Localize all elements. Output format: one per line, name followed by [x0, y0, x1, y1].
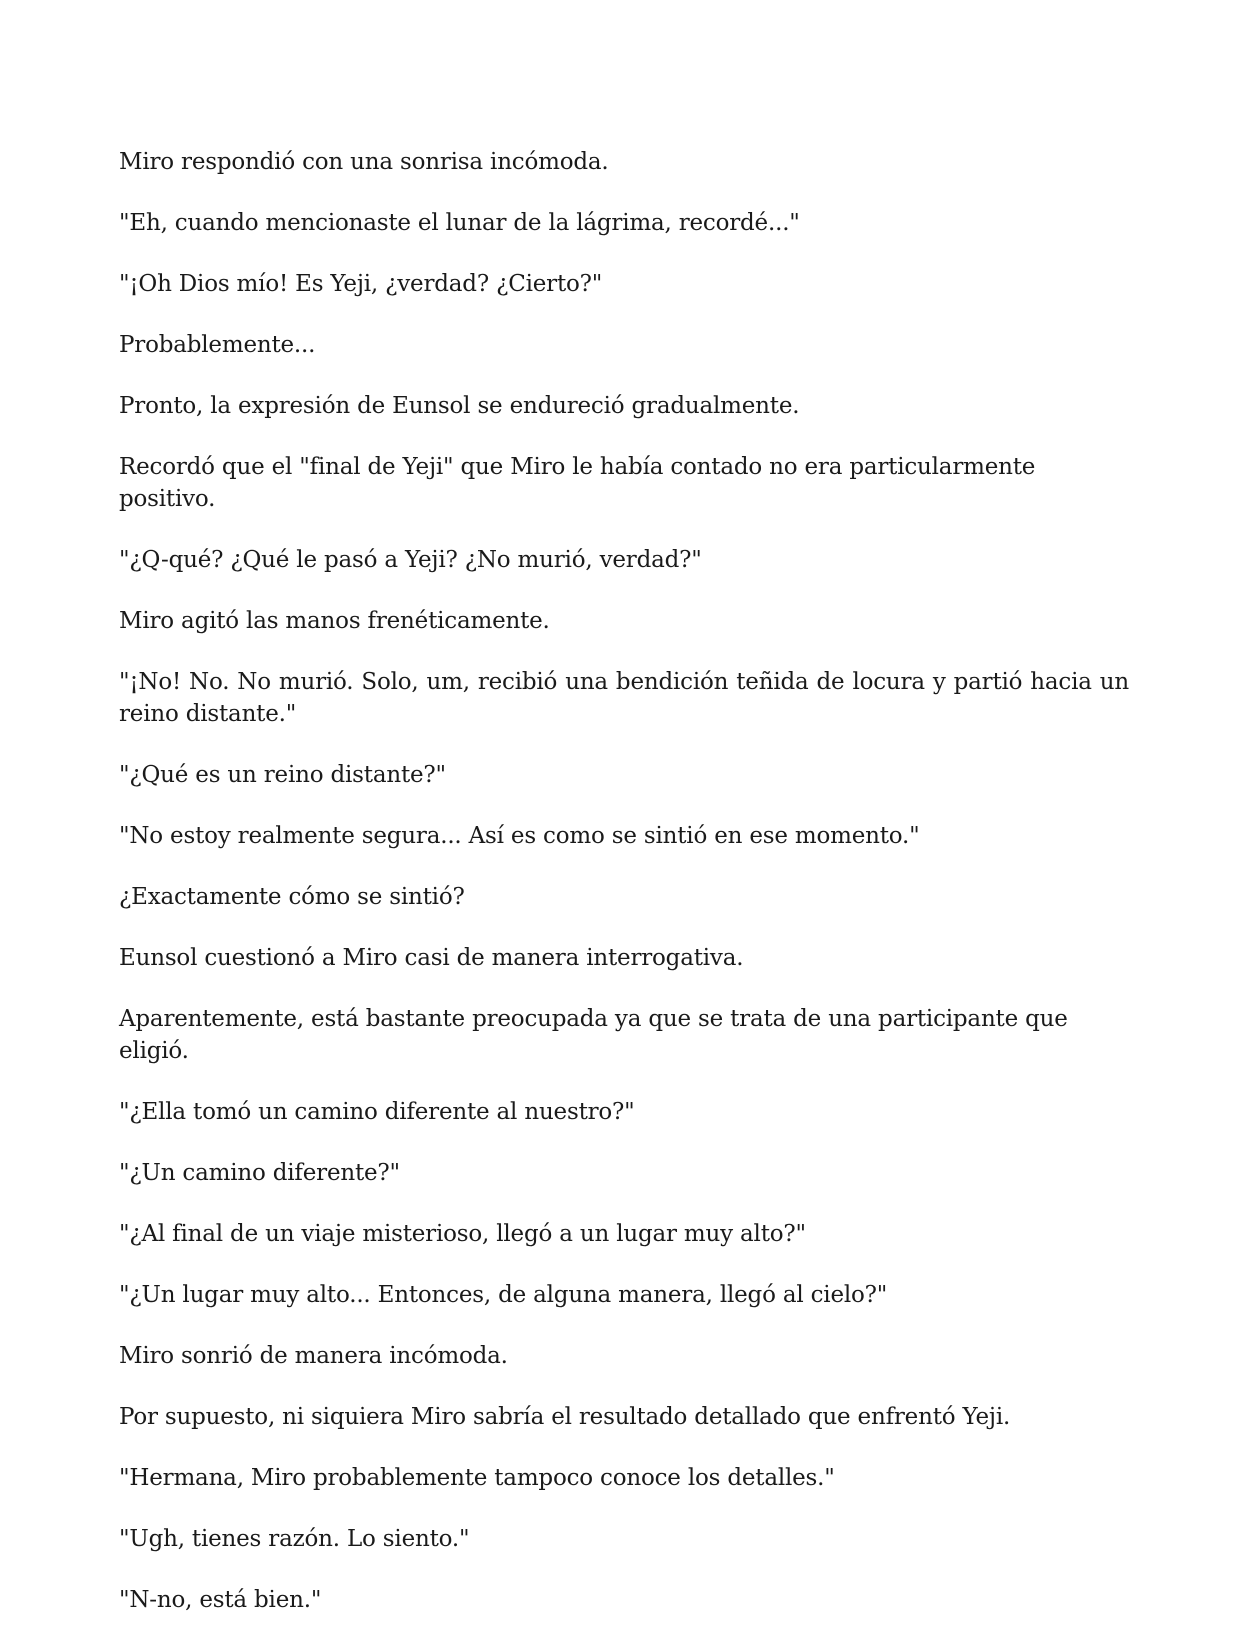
paragraph: "¿Un lugar muy alto... Entonces, de alguna manera, llegó al cielo?" [119, 1282, 888, 1308]
paragraph: "¿Qué es un reino distante?" [119, 762, 446, 788]
paragraph: Miro agitó las manos frenéticamente. [119, 608, 550, 634]
paragraph: "¿Un camino diferente?" [119, 1160, 400, 1186]
paragraph: Probablemente... [119, 332, 316, 358]
paragraph: "Hermana, Miro probablemente tampoco conoce los detalles." [119, 1465, 835, 1491]
paragraph: "¡No! No. No murió. Solo, um, recibió una bendición teñida de locura y partió hacia un reino distante." [119, 669, 1129, 727]
paragraph: Por supuesto, ni siquiera Miro sabría el resultado detallado que enfrentó Yeji. [119, 1404, 1011, 1430]
paragraph: "Ugh, tienes razón. Lo siento." [119, 1526, 470, 1552]
paragraph: Miro respondió con una sonrisa incómoda. [119, 149, 609, 175]
paragraph: "Eh, cuando mencionaste el lunar de la lágrima, recordé..." [119, 210, 800, 236]
text-body [119, 146, 1129, 1645]
paragraph: "No estoy realmente segura... Así es como se sintió en ese momento." [119, 823, 920, 849]
paragraph: Eunsol cuestionó a Miro casi de manera interrogativa. [119, 945, 744, 971]
paragraph: "¿Al final de un viaje misterioso, llegó a un lugar muy alto?" [119, 1221, 806, 1247]
paragraph: Pronto, la expresión de Eunsol se endureció gradualmente. [119, 393, 800, 419]
paragraph: Aparentemente, está bastante preocupada ya que se trata de una participante que eligió. [119, 1006, 1068, 1064]
paragraph: ¿Exactamente cómo se sintió? [119, 884, 465, 910]
paragraph: "¿Q-qué? ¿Qué le pasó a Yeji? ¿No murió, verdad?" [119, 547, 702, 573]
paragraph: Recordó que el "final de Yeji" que Miro le había contado no era particularmente positivo. [119, 454, 1036, 512]
paragraph: "¡Oh Dios mío! Es Yeji, ¿verdad? ¿Cierto?" [119, 271, 603, 297]
paragraph: "N-no, está bien." [119, 1587, 322, 1613]
paragraph: "¿Ella tomó un camino diferente al nuestro?" [119, 1099, 635, 1125]
paragraph: Miro sonrió de manera incómoda. [119, 1343, 508, 1369]
